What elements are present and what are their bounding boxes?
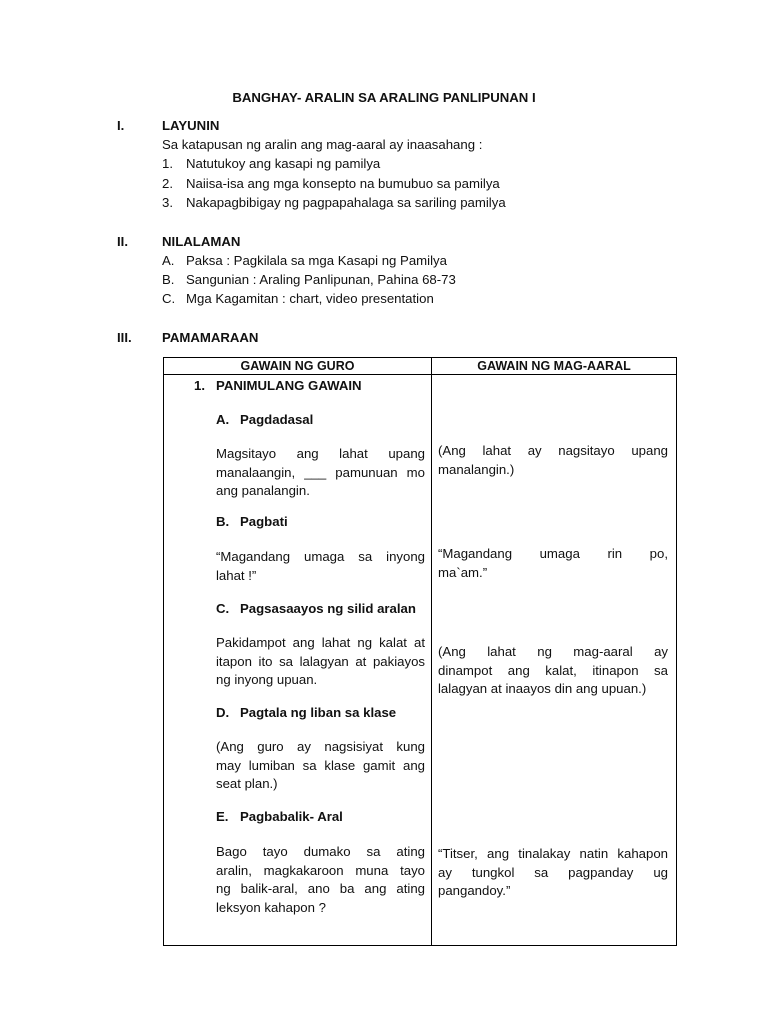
text-line: manalangin.) (438, 461, 515, 477)
student-activity-text (438, 643, 668, 699)
main-activity-marker: 1. (194, 378, 205, 393)
section-3-numeral: III. (117, 330, 132, 345)
text-line: seat plan.) (216, 776, 278, 791)
activity-marker: B. (216, 514, 230, 529)
activity-heading: Pagbabalik- Aral (240, 809, 343, 824)
list-item: Nakapagbibigay ng pagpapahalaga sa sariling pamilya (186, 195, 506, 210)
text-line: ng inyong upuan. (216, 672, 318, 687)
activity-heading: Pagdadasal (240, 412, 314, 427)
text-line: (Ang guro ay nagsisiyat kung (216, 739, 425, 754)
text-line: ng balik-aral, ano ba ang ating (216, 881, 425, 896)
column-header-teacher: GAWAIN NG GURO (164, 358, 432, 375)
list-item: Mga Kagamitan : chart, video presentation (186, 291, 434, 306)
list-marker: 2. (162, 176, 173, 191)
list-item: Paksa : Pagkilala sa mga Kasapi ng Pamilya (186, 253, 447, 268)
text-line: lahat !” (216, 567, 257, 583)
list-item: Naiisa-isa ang mga konsepto na bumubuo sa pamilya (186, 176, 500, 191)
teacher-activity-text (216, 634, 425, 690)
student-activity-text (438, 545, 668, 582)
text-line: ang panalangin. (216, 483, 310, 498)
activity-marker: A. (216, 412, 230, 427)
text-line: Pakidampot ang lahat ng kalat at (216, 635, 425, 650)
text-line: “Magandang umaga rin po, (438, 546, 668, 561)
list-marker: B. (162, 272, 175, 287)
list-marker: A. (162, 253, 175, 268)
activity-marker: D. (216, 705, 230, 720)
text-line: pangandoy.” (438, 883, 511, 898)
activity-heading: Pagtala ng liban sa klase (240, 705, 397, 720)
activity-heading: Pagsasaayos ng silid aralan (240, 601, 416, 616)
activity-heading: Pagbati (240, 514, 288, 529)
list-marker: 1. (162, 156, 173, 171)
text-line: Magsitayo ang lahat upang (216, 446, 425, 461)
list-item: Natutukoy ang kasapi ng pamilya (186, 156, 381, 171)
teacher-activity-text (216, 548, 425, 585)
section-2-heading: NILALAMAN (162, 234, 241, 249)
text-line: aralin, magkakaroon muna tayo (216, 862, 425, 878)
student-activity-text (438, 845, 668, 901)
text-line: ay tungkol sa pagpanday ug (438, 864, 668, 880)
teacher-activity-text (216, 843, 425, 917)
section-1-intro: Sa katapusan ng aralin ang mag-aaral ay inaasahang : (162, 137, 483, 152)
student-column (432, 375, 677, 946)
text-line: leksyon kahapon ? (216, 899, 326, 915)
activity-marker: C. (216, 601, 230, 616)
text-line: ma`am.” (438, 564, 488, 580)
teacher-activity-text (216, 445, 425, 501)
text-line: “Titser, ang tinalakay natin kahapon (438, 846, 668, 861)
column-header-student: GAWAIN NG MAG-AARAL (432, 358, 677, 375)
document-title: BANGHAY- ARALIN SA ARALING PANLIPUNAN I (232, 90, 536, 105)
section-2-numeral: II. (117, 234, 128, 249)
main-activity-heading: PANIMULANG GAWAIN (216, 378, 362, 393)
text-line: may lumiban sa klase gamit ang (216, 757, 425, 773)
section-1-numeral: I. (117, 118, 125, 133)
text-line: manalaangin, ___ pamunuan mo (216, 464, 425, 480)
list-marker: C. (162, 291, 176, 306)
list-item: Sangunian : Araling Panlipunan, Pahina 68-73 (186, 272, 456, 287)
text-line: “Magandang umaga sa inyong (216, 549, 425, 564)
text-line: itapon ito sa lalagyan at pakiayos (216, 653, 425, 669)
student-activity-text (438, 442, 668, 479)
section-3-heading: PAMAMARAAN (162, 330, 259, 345)
text-line: lalagyan at inaayos din ang upuan.) (438, 681, 647, 696)
section-1-heading: LAYUNIN (162, 118, 220, 133)
teacher-activity-text (216, 738, 425, 794)
text-line: (Ang lahat ng mag-aaral ay (438, 644, 668, 659)
teacher-column (164, 375, 432, 946)
activity-table (163, 357, 677, 946)
text-line: (Ang lahat ay nagsitayo upang (438, 443, 668, 458)
list-marker: 3. (162, 195, 173, 210)
text-line: dinampot ang kalat, itinapon sa (438, 662, 668, 678)
activity-marker: E. (216, 809, 229, 824)
text-line: Bago tayo dumako sa ating (216, 844, 425, 859)
